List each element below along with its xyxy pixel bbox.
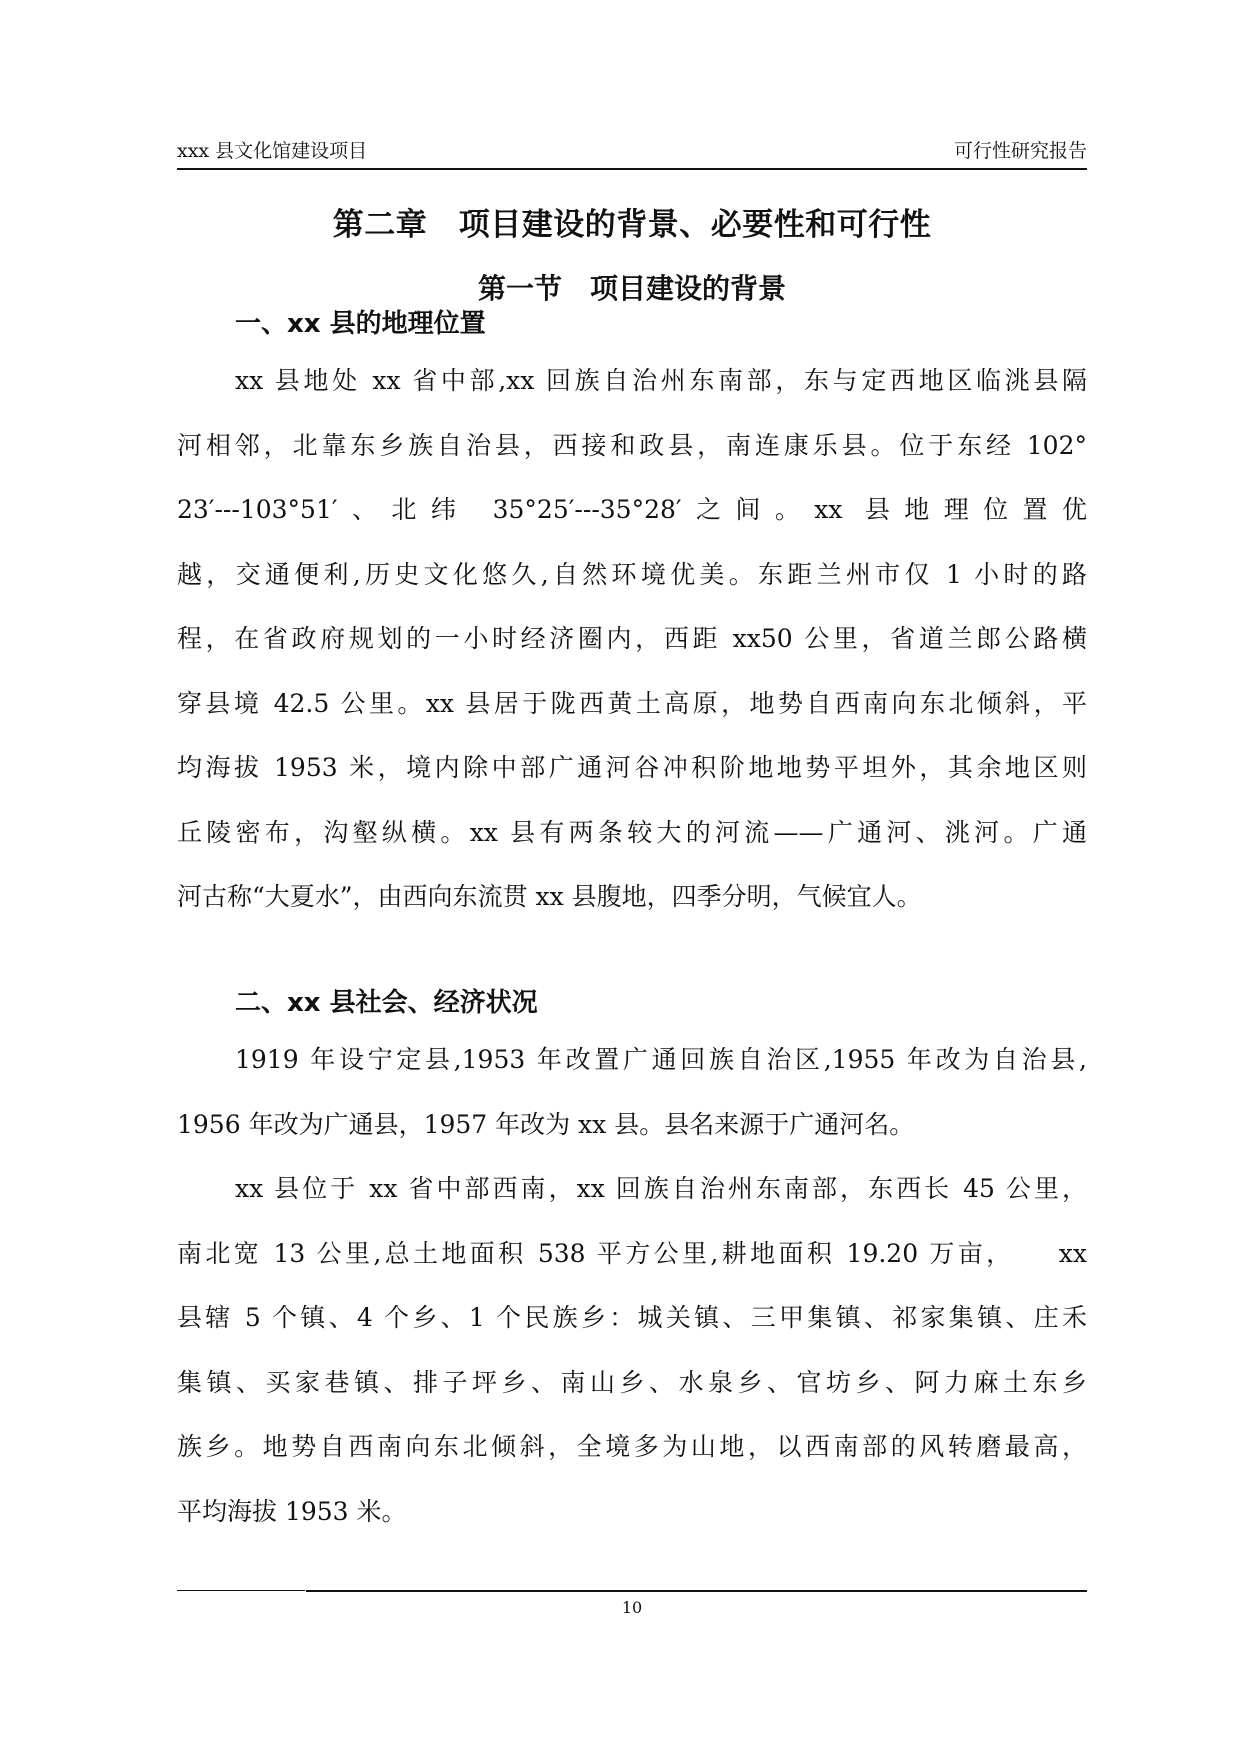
- chapter-title: 第二章 项目建设的背景、必要性和可行性: [332, 207, 932, 243]
- paragraph-line: 南北宽 13 公里,总土地面积 538 平方公里,耕地面积 19.20 万亩， xx: [177, 1238, 1087, 1268]
- section-title: 第一节 项目建设的背景: [477, 272, 786, 305]
- paragraph-line: 县辖 5 个镇、4 个乡、1 个民族乡：城关镇、三甲集镇、祁家集镇、庄禾: [177, 1303, 1087, 1332]
- paragraph-line: 23′---103°51′、北纬 35°25′---35°28′之间。xx 县地理位置优: [177, 495, 1087, 524]
- paragraph-administration: [177, 1169, 1087, 1556]
- paragraph-line: 族乡。地势自西南向东北倾斜，全境多为山地，以西南部的风转磨最高，: [177, 1432, 1087, 1461]
- paragraph-line: 河相邻，北靠东乡族自治县，西接和政县，南连康乐县。位于东经 102°: [177, 430, 1087, 460]
- header-project-name: xxx 县文化馆建设项目: [177, 140, 368, 162]
- paragraph-line: 1919 年设宁定县,1953 年改置广通回族自治区,1955 年改为自治县,: [235, 1045, 1087, 1074]
- paragraph-line: xx 县位于 xx 省中部西南，xx 回族自治州东南部，东西长 45 公里，: [235, 1174, 1087, 1203]
- paragraph-line: 越，交通便利,历史文化悠久,自然环境优美。东距兰州市仅 1 小时的路: [177, 559, 1087, 589]
- paragraph-geography: [177, 361, 1087, 942]
- paragraph-line: 平均海拔 1953 米。: [177, 1496, 407, 1526]
- page-header: [177, 138, 1087, 170]
- paragraph-line: 程，在省政府规划的一小时经济圈内，西距 xx50 公里，省道兰郎公路横: [177, 624, 1087, 653]
- paragraph-line: 集镇、买家巷镇、排子坪乡、南山乡、水泉乡、官坊乡、阿力麻土东乡: [177, 1367, 1087, 1397]
- paragraph-line: 1956 年改为广通县，1957 年改为 xx 县。县名来源于广通河名。: [177, 1109, 915, 1139]
- page-number: 10: [621, 1598, 643, 1617]
- heading-geography: 一、xx 县的地理位置: [235, 309, 486, 339]
- paragraph-line: 河古称“大夏水”，由西向东流贯 xx 县腹地，四季分明，气候宜人。: [177, 882, 922, 911]
- paragraph-line: xx 县地处 xx 省中部,xx 回族自治州东南部，东与定西地区临洮县隔: [235, 366, 1087, 395]
- paragraph-history: [177, 1040, 1087, 1169]
- footer-divider: [306, 1590, 1087, 1592]
- heading-society-economy: 二、xx 县社会、经济状况: [235, 988, 538, 1018]
- header-report-type: 可行性研究报告: [953, 140, 1087, 162]
- footer-divider-short: [177, 1590, 305, 1591]
- paragraph-line: 丘陵密布，沟壑纵横。xx 县有两条较大的河流——广通河、洮河。广通: [177, 817, 1087, 847]
- paragraph-line: 穿县境 42.5 公里。xx 县居于陇西黄土高原，地势自西南向东北倾斜，平: [177, 688, 1087, 718]
- paragraph-line: 均海拔 1953 米，境内除中部广通河谷冲积阶地地势平坦外，其余地区则: [177, 753, 1087, 782]
